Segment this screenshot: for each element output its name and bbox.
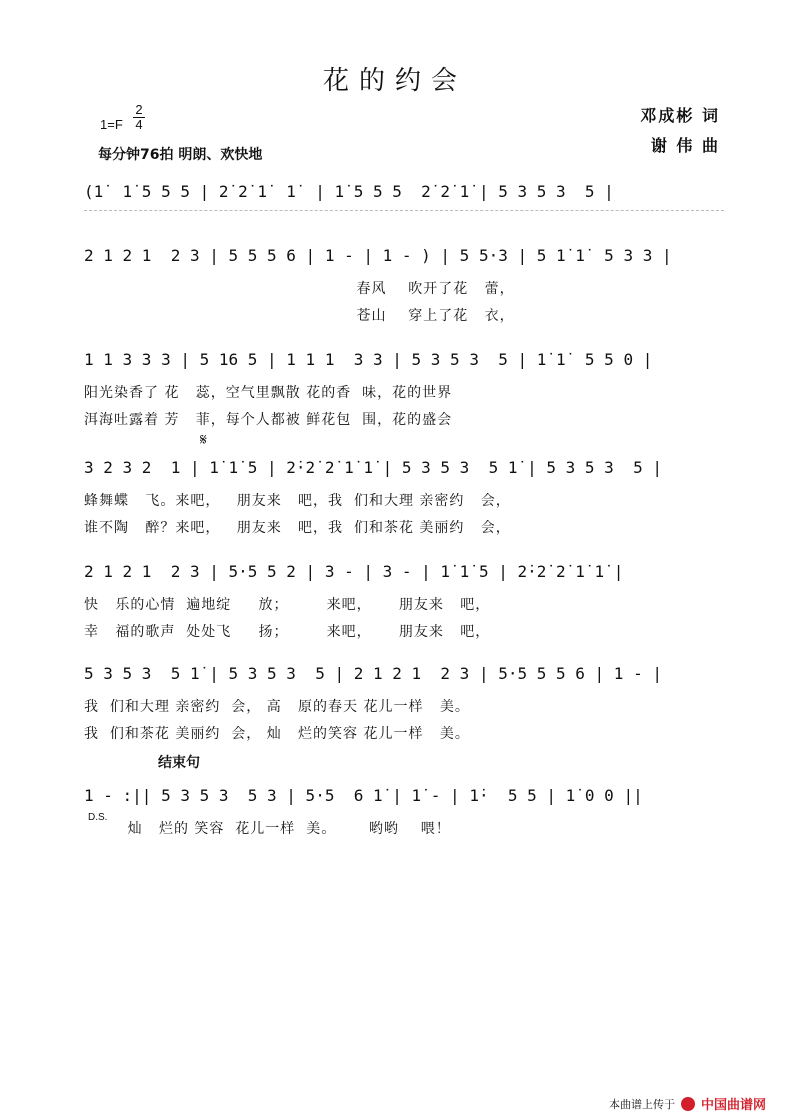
composer-credit: 谢 伟 曲 (650, 136, 720, 155)
score-line-5-lyric-1: 快 乐的心情 遍地绽 放； 来吧， 朋友来 吧， (84, 597, 491, 613)
score-line-2-notes: 2 1 2 1 2 3 | 5 5 5 6 | 1 - | 1 - ) | 5 5·3 | 5 1̇ 1̇ 5 3 3 | (84, 246, 672, 265)
footer-text: 本曲谱上传于 (608, 1097, 675, 1111)
score-line-3-lyric-1: 阳光染香了 花 蕊，空气里飘散 花的香 味，花的世界 (84, 385, 453, 401)
ending-label: 结束句 (158, 755, 200, 771)
segno-sign: 𝄋 (200, 430, 207, 449)
score-line-7-notes: 1 - :|| 5 3 5 3 5 3 | 5·5 6 1̇ | 1̇ - | 1̇· 5 5 | 1̇ 0 0 || (84, 786, 643, 805)
score-line-5-notes: 2 1 2 1 2 3 | 5·5 5 2 | 3 - | 3 - | 1̇ 1̇ 5 | 2̇·2̇ 2̇ 1̇ 1̇ | (84, 562, 624, 581)
score-line-2-lyric-1: 春风 吹开了花 蕾， (84, 281, 515, 297)
score-line-4-lyric-1: 蜂舞蝶 飞。来吧， 朋友来 吧，我 们和大理 亲密约 会， (84, 493, 511, 509)
ds-marker: D.S. (88, 812, 108, 823)
score-line-1-notes: (1̇ 1̇ 5 5 5 | 2̇ 2̇ 1̇ 1̇ | 1̇ 5 5 5 2̇ 2̇ 1̇ | 5 3 5 3 5 | (84, 182, 614, 201)
song-title: 花的约会 (322, 66, 467, 96)
score-line-3-notes: 1 1 3 3 3 | 5 16 5 | 1 1 1 3 3 | 5 3 5 3 5 | 1̇ 1̇ 5 5 0 | (84, 350, 653, 369)
score-line-3-lyric-2: 洱海吐露着 芳 菲，每个人都被 鲜花包 围，花的盛会 (84, 412, 453, 428)
score-line-4-notes: 3 2 3 2 1 | 1̇ 1̇ 5 | 2̇·2̇ 2̇ 1̇ 1̇ | 5 3 5 3 5 1̇ | 5 3 5 3 5 | (84, 458, 662, 477)
score-line-6-lyric-1: 我 们和大理 亲密约 会， 高 原的春天 花儿一样 美。 (84, 699, 470, 715)
time-signature (133, 103, 145, 132)
score-line-4-lyric-2: 谁不陶 醉？来吧， 朋友来 吧，我 们和茶花 美丽约 会， (84, 520, 511, 536)
key-signature: 1=F (100, 117, 123, 132)
time-numerator: 2 (133, 103, 145, 118)
tempo-mood: 每分钟76拍 明朗、欢快地 (98, 147, 263, 163)
site-logo-icon (681, 1097, 695, 1111)
score-line-6-notes: 5 3 5 3 5 1̇ | 5 3 5 3 5 | 2 1 2 1 2 3 | 5·5 5 5 6 | 1 - | (84, 664, 662, 683)
score-divider (84, 210, 724, 211)
footer-site-name: 中国曲谱网 (700, 1098, 766, 1113)
time-denominator: 4 (135, 117, 143, 132)
footer (609, 1094, 766, 1113)
score-line-7-lyric-1: 灿 烂的 笑容 花儿一样 美。 哟哟 喂！ (84, 821, 451, 837)
score-line-5-lyric-2: 幸 福的歌声 处处飞 扬； 来吧， 朋友来 吧， (84, 624, 491, 640)
lyricist-credit: 邓成彬 词 (640, 106, 720, 125)
score-line-6-lyric-2: 我 们和茶花 美丽约 会， 灿 烂的笑容 花儿一样 美。 (84, 726, 470, 742)
score-line-2-lyric-2: 苍山 穿上了花 衣， (84, 308, 515, 324)
